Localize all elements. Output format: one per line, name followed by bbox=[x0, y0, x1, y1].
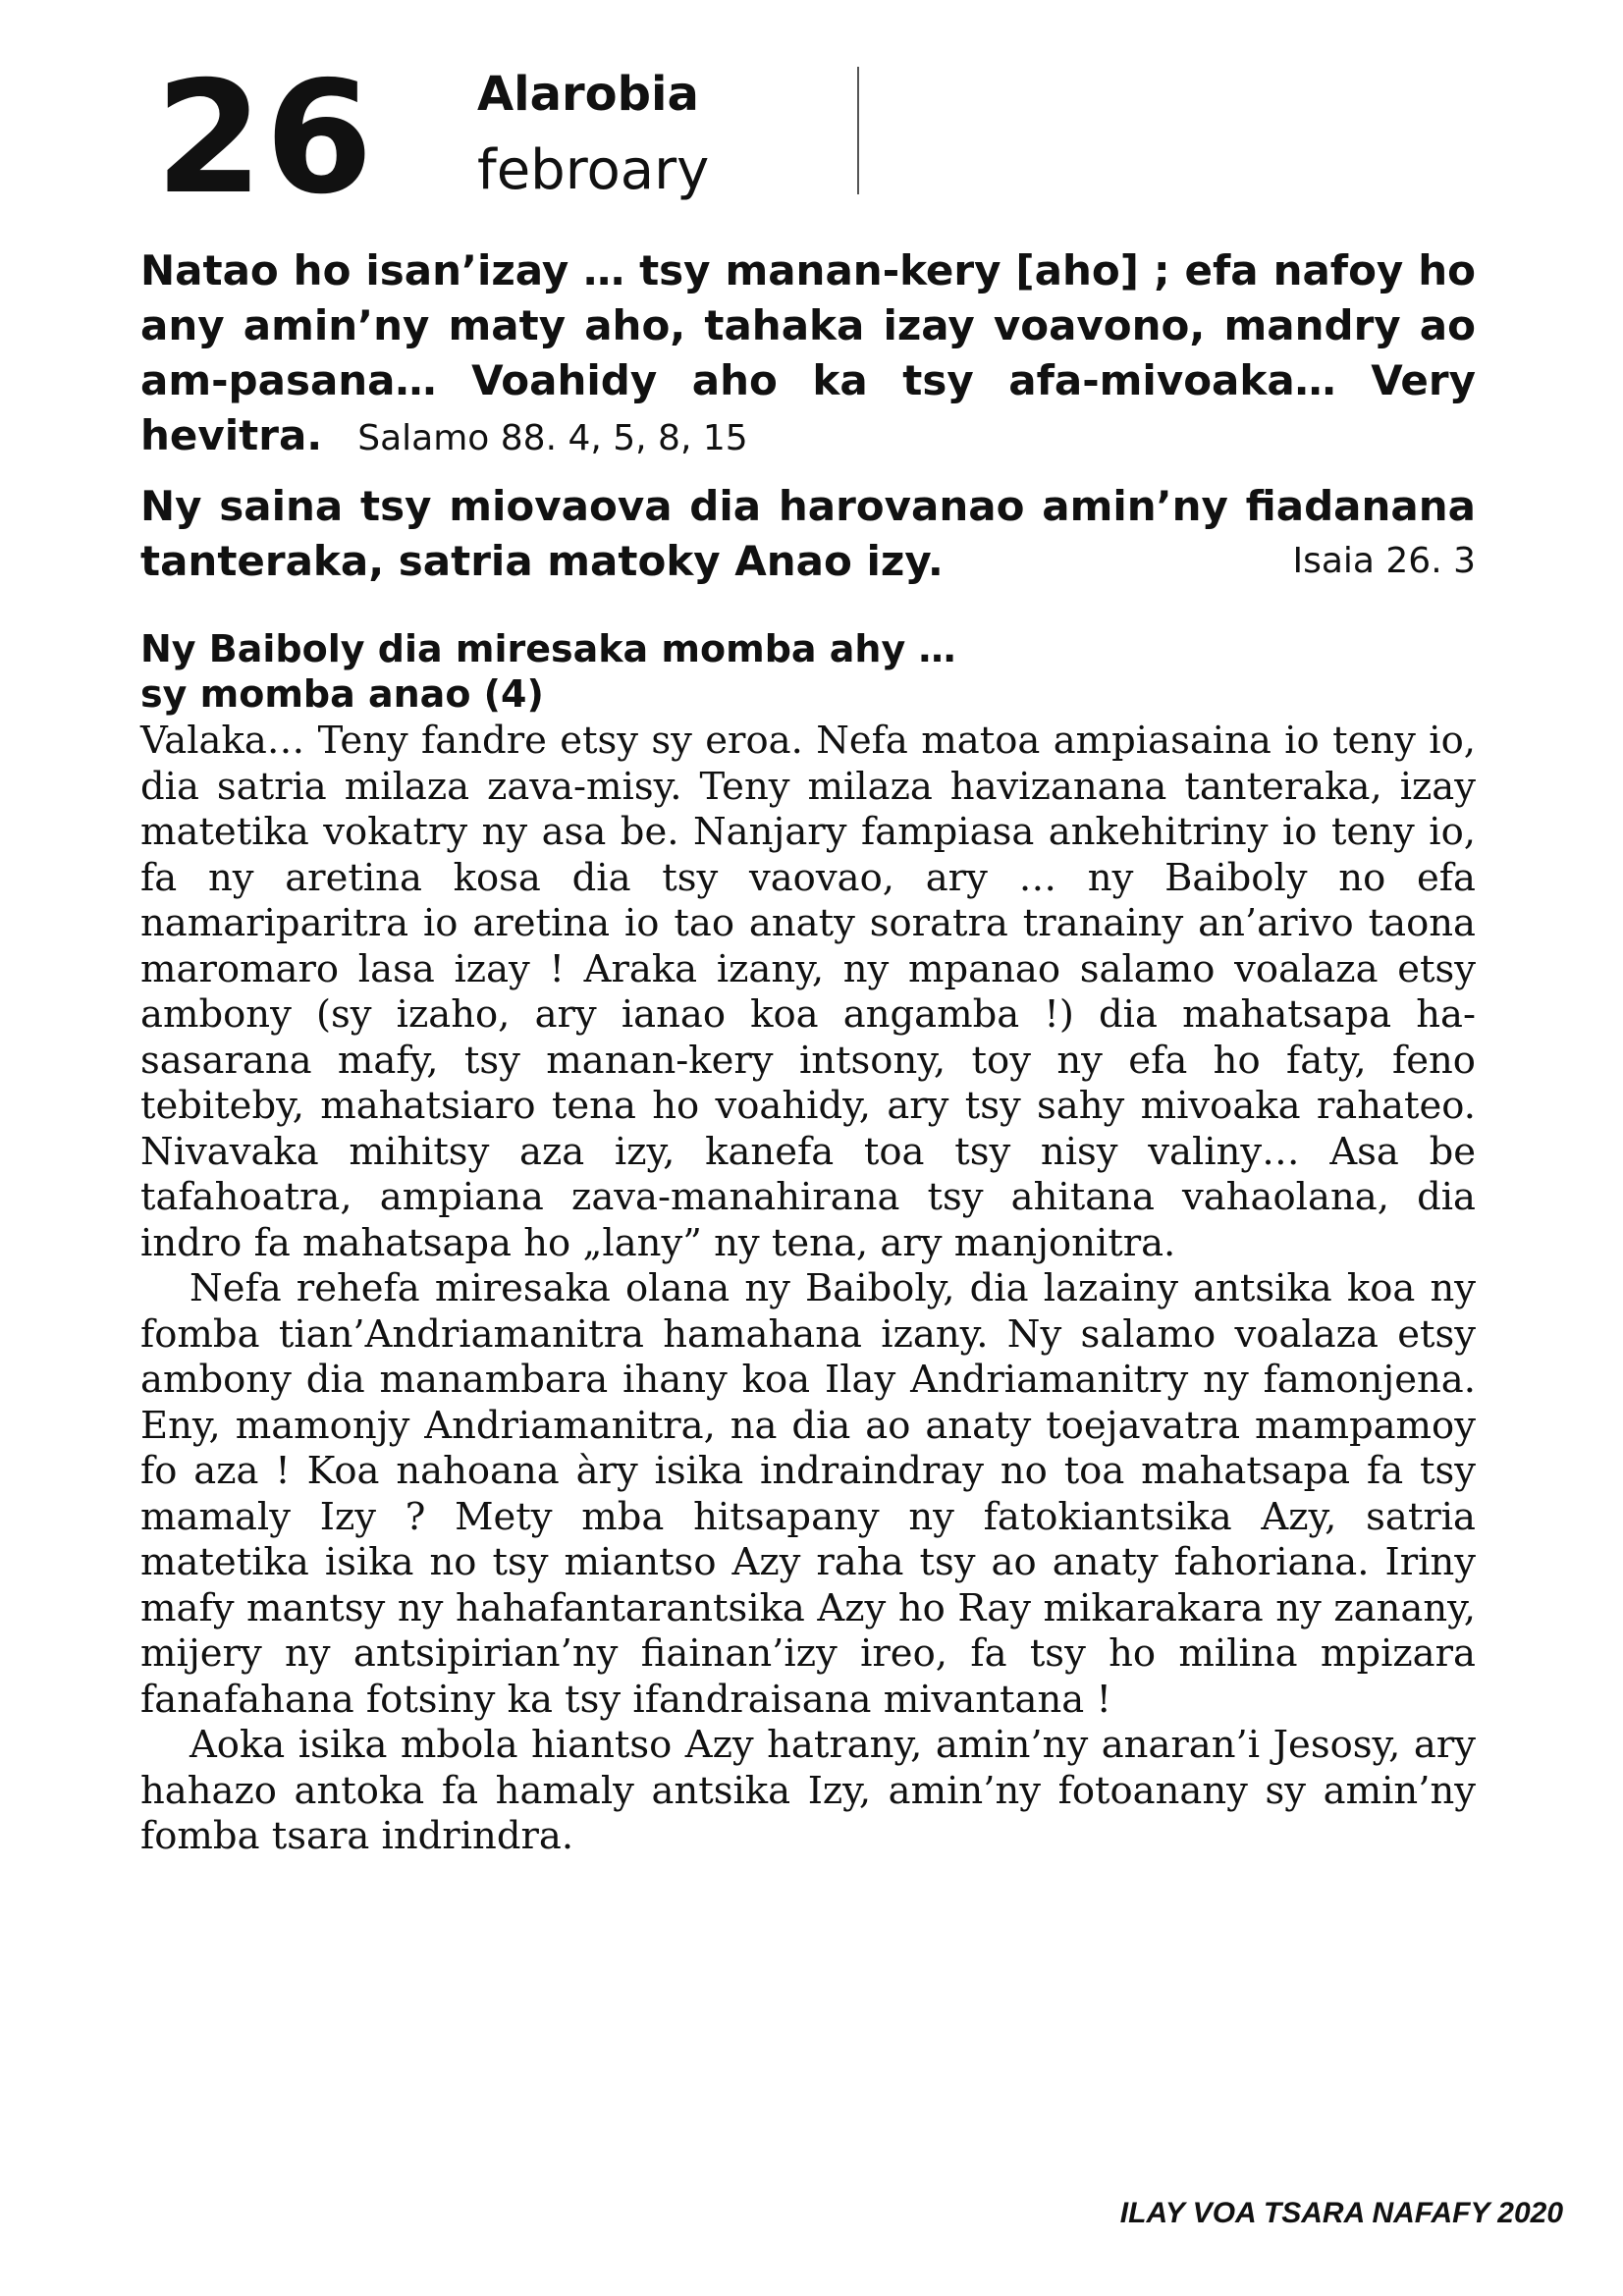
body-paragraph: Aoka isika mbola hiantso Azy hatrany, amin’ny anaran’i Jesosy, ary hahazo antoka fa hamaly antsika Izy, amin’ny fotoanany sy amin’ny fomba tsara indrindra. bbox=[140, 1723, 1476, 1858]
header-divider bbox=[857, 67, 859, 194]
verse-text: Natao ho isan’izay … tsy manan-kery [aho] ; efa nafoy ho any amin’ny maty aho, tahaka izay voavono, mandry ao am-pasana… Voahidy aho ka tsy afa-mivoaka… Very hevitra. bbox=[140, 246, 1476, 459]
body-paragraph: Nefa rehefa miresaka olana ny Baiboly, dia lazainy antsika koa ny fomba tian’Andriamanitra hamahana izany. Ny salamo voalaza etsy ambony dia manambara ihany koa Ilay Andriamanitry ny famonjena. Eny, mamonjy Andriamanitra, na dia ao anaty toejavatra mampamoy fo aza ! Koa nahoana àry isika indraindray no toa mahatsapa fa tsy mamaly Izy ? Mety mba hitsapany ny fatokiantsika Azy, satria matetika isika no tsy miantso Azy raha tsy ao anaty fahoriana. Iriny mafy mantsy ny hahafantarantsika Azy ho Ray mikarakara ny zanany, mijery ny antsipirian’ny fiainan’izy ireo, fa tsy ho milina mpizara fanafahana fotsiny ka tsy ifandraisana mivantana ! bbox=[140, 1266, 1476, 1722]
meditation-title-line: Ny Baiboly dia miresaka momba ahy … bbox=[140, 627, 956, 670]
meditation-title bbox=[140, 626, 1476, 717]
date-number: 26 bbox=[155, 48, 375, 229]
month: febroary bbox=[477, 138, 710, 202]
verse-text: Ny saina tsy miovaova dia harovanao amin’ny fiadanana tanteraka, satria matoky Anao izy. bbox=[140, 482, 1476, 585]
meditation-body bbox=[140, 719, 1476, 1860]
verse-reference: Isaia 26. 3 bbox=[1292, 541, 1476, 581]
weekday: Alarobia bbox=[477, 67, 699, 122]
verse-isaiah bbox=[140, 479, 1476, 589]
verse-psalm bbox=[140, 243, 1476, 466]
body-paragraph: Valaka… Teny fandre etsy sy eroa. Nefa matoa ampiasaina io teny io, dia satria milaza zava-misy. Teny milaza havizanana tanteraka, izay matetika vokatry ny asa be. Nanjary fampiasa ankehitriny io teny io, fa ny aretina kosa dia tsy vaovao, ary … ny Baiboly no efa namariparitra io aretina io tao anaty soratra tranainy an’arivo taona maromaro lasa izay ! Araka izany, ny mpanao salamo voalaza etsy ambony (sy izaho, ary ianao koa angamba !) dia mahatsapa hasasarana mafy, tsy manan-kery intsony, toy ny efa ho faty, feno tebiteby, mahatsiaro tena ho voahidy, ary tsy sahy mivoaka rahateo. Nivavaka mihitsy aza izy, kanefa toa tsy nisy valiny… Asa be tafahoatra, ampiana zava-manahirana tsy ahitana vahaolana, dia indro fa mahatsapa ho „lany” ny tena, ary manjonitra. bbox=[140, 719, 1476, 1265]
verse-reference: Salamo 88. 4, 5, 8, 15 bbox=[357, 418, 748, 458]
footer-publication: ILAY VOA TSARA NAFAFY 2020 bbox=[1119, 2197, 1563, 2229]
meditation-title-line: sy momba anao (4) bbox=[140, 672, 544, 716]
